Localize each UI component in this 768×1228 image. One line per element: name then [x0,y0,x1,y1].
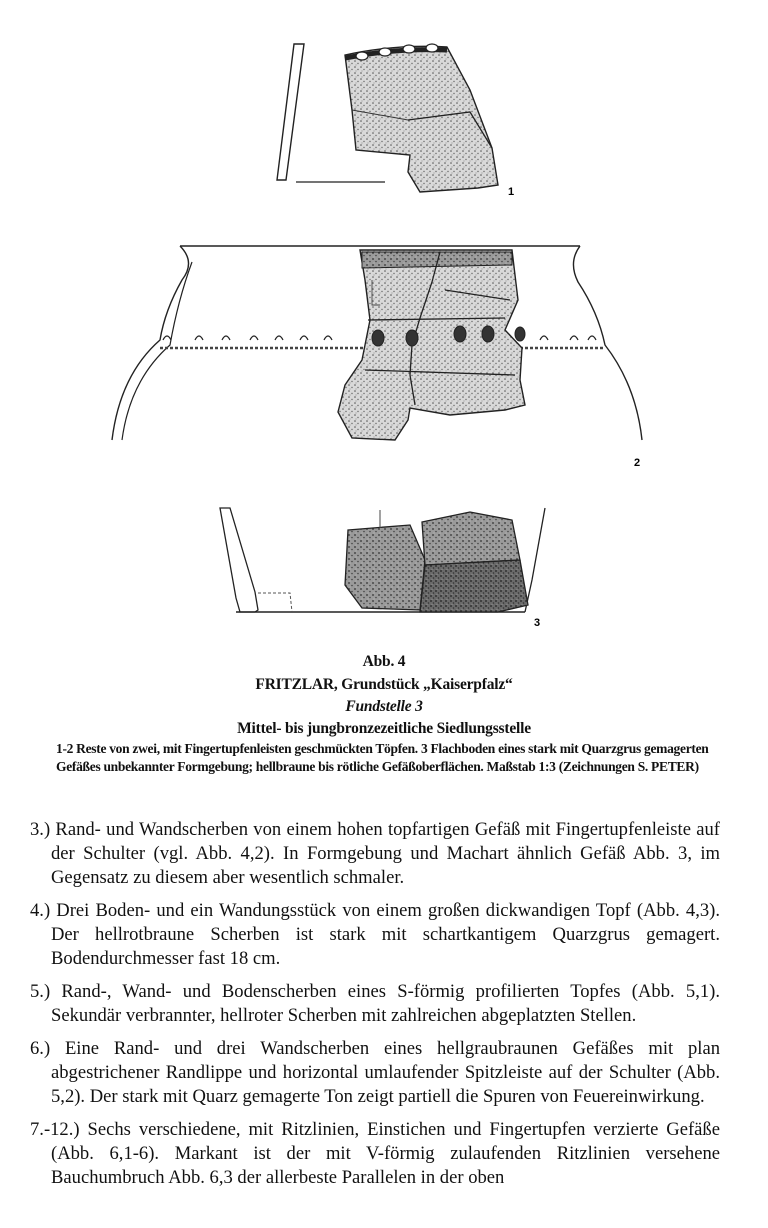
list-item: 4.) Drei Boden- und ein Wandungsstück von einem großen dickwandigen Topf (Abb. 4,3). Der hellrotbraune Scherben ist stark mit schartkantigem Quarzgrus gemagert. Bodendurchmesser fast 18 cm. [30,900,720,969]
list-item: 3.) Rand- und Wandscherben von einem hohen topfartigen Gefäß mit Fingertupfenleiste auf der Schulter (vgl. Abb. 4,2). In Formgebung und Machart ähnlich Gefäß Abb. 3, im Gegensatz zu diesem aber wesentlich schmaler. [30,819,720,888]
list-item: 6.) Eine Rand- und drei Wandscherben eines hellgraubraunen Gefäßes mit plan abgestrichener Randlippe und horizontal umlaufender Spitzleiste auf der Schulter (Abb. 5,2). Der stark mit Quarz gemagerte Ton zeigt partiell die Spuren von Feuereinwirkung. [30,1038,720,1107]
drawing-1 [277,44,498,192]
figure-label-3: 3 [534,617,541,629]
caption-heading: Mittel- bis jungbronzezeitliche Siedlungsstelle [237,720,531,737]
drawing-3 [220,508,545,612]
figure-label-1: 1 [508,186,515,198]
drawing-2 [112,246,642,440]
caption-abb: Abb. 4 [362,653,406,670]
caption-subtitle: Fundstelle 3 [345,698,423,715]
list-item: 5.) Rand-, Wand- und Bodenscherben eines S-förmig profilierten Topfes (Abb. 5,1). Sekundär verbrannter, hellroter Scherben mit zahlreichen abgeplatzten Stellen. [30,981,720,1026]
figure-label-2: 2 [634,457,641,469]
caption-title: FRITZLAR, Grundstück „Kaiserpfalz“ [255,676,513,693]
caption-description: 1-2 Reste von zwei, mit Fingertupfenleisten geschmückten Töpfen. 3 Flachboden eines stark mit Quarzgrus gemagerten Gefäßes unbekannter Formgebung; hellbraune bis rötliche Gefäßoberflächen. Maßstab 1:3 (Zeichnungen S. PETER) [56,741,709,774]
list-item: 7.-12.) Sechs verschiedene, mit Ritzlinien, Einstichen und Fingertupfen verzierte Gefäße (Abb. 6,1-6). Markant ist der mit V-förmig zulaufenden Ritzlinien versehene Bauchumbruch Abb. 6,3 der allerbeste Parallelen in der oben [30,1119,720,1188]
body-text [30,818,720,1199]
